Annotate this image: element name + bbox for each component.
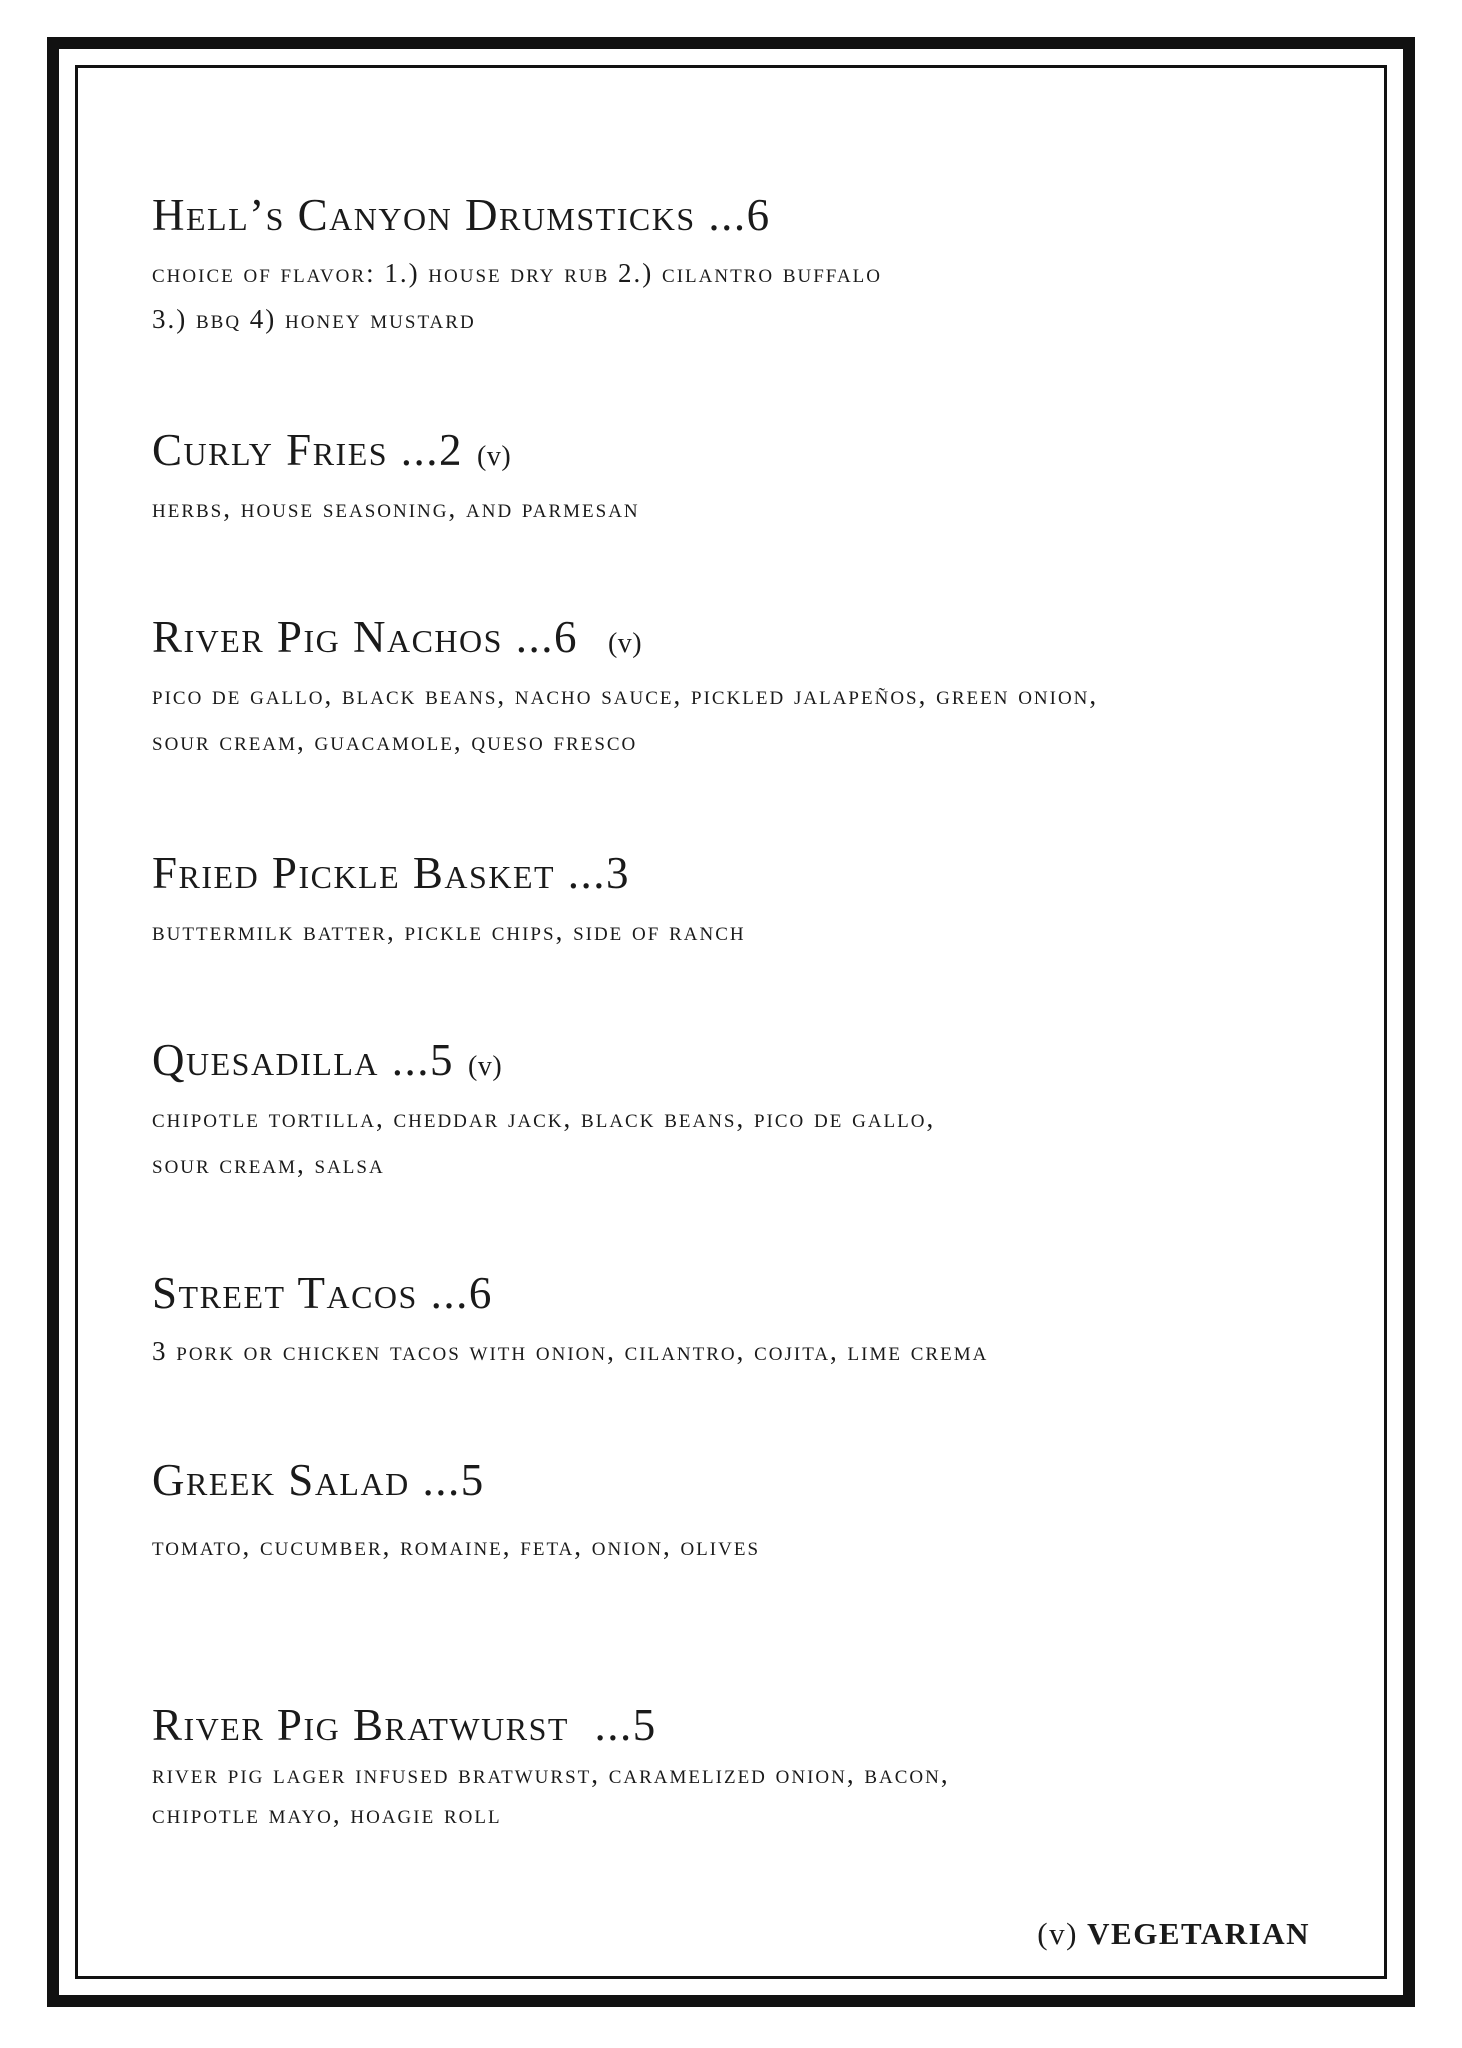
item-price: ...3	[567, 848, 631, 898]
item-description	[152, 485, 1332, 531]
item-description-line: chipotle mayo, hoagie roll	[152, 1798, 502, 1829]
menu-inner-border	[75, 65, 1387, 1979]
item-description-line: pico de gallo, black beans, nacho sauce, pickled jalapeños, green onion,	[152, 679, 1099, 710]
item-description-line: tomato, cucumber, romaine, feta, onion, olives	[152, 1530, 761, 1561]
item-description	[152, 1328, 1332, 1374]
menu-item-bratwurst	[152, 1700, 1332, 1834]
menu-item-title	[152, 1268, 1332, 1320]
item-description-line: river pig lager infused bratwurst, caramelized onion, bacon,	[152, 1758, 950, 1789]
item-description	[152, 1523, 1332, 1569]
item-description	[152, 1754, 1332, 1834]
menu-item-title	[152, 848, 1332, 900]
item-description	[152, 672, 1332, 764]
item-name: Curly Fries	[152, 425, 389, 475]
item-name: River Pig Bratwurst	[152, 1700, 569, 1750]
item-description-line: 3 pork or chicken tacos with onion, cilantro, cojita, lime crema	[152, 1335, 989, 1366]
legend-label: VEGETARIAN	[1087, 1916, 1310, 1951]
menu-item-street-tacos	[152, 1268, 1332, 1374]
item-price: ...5	[581, 1700, 657, 1750]
item-description-line: sour cream, guacamole, queso fresco	[152, 725, 638, 756]
item-description-line: 3.) bbq 4) honey mustard	[152, 303, 476, 334]
legend-symbol: (v)	[1037, 1916, 1078, 1951]
menu-item-greek-salad	[152, 1455, 1332, 1569]
menu-item-title	[152, 425, 1332, 477]
item-description-line: buttermilk batter, pickle chips, side of ranch	[152, 915, 746, 946]
vegetarian-marker: (v)	[468, 1051, 503, 1082]
menu-item-fried-pickle-basket	[152, 848, 1332, 954]
item-description-line: chipotle tortilla, cheddar jack, black beans, pico de gallo,	[152, 1102, 936, 1133]
item-description-line: herbs, house seasoning, and parmesan	[152, 492, 640, 523]
menu-item-drumsticks	[152, 190, 1332, 342]
item-price: ...5	[422, 1455, 485, 1505]
item-price: ...6	[430, 1268, 493, 1318]
menu-item-quesadilla	[152, 1035, 1332, 1187]
item-description	[152, 908, 1332, 954]
item-price: ...2	[400, 425, 464, 475]
vegetarian-marker: (v)	[607, 628, 643, 659]
item-name: Quesadilla	[152, 1035, 380, 1085]
vegetarian-legend	[1037, 1916, 1310, 1952]
menu-item-title	[152, 190, 1332, 242]
menu-item-nachos	[152, 612, 1332, 764]
item-price: ...6	[708, 190, 771, 240]
item-name: Street Tacos	[152, 1268, 418, 1318]
item-name: Hell’s Canyon Drumsticks	[152, 190, 696, 240]
item-description	[152, 1095, 1332, 1187]
menu-item-title	[152, 612, 1332, 664]
item-price: ...5	[391, 1035, 455, 1085]
item-description-line: sour cream, salsa	[152, 1148, 385, 1179]
menu-item-title	[152, 1035, 1332, 1087]
menu-item-curly-fries	[152, 425, 1332, 531]
menu-item-title	[152, 1700, 1332, 1752]
item-name: River Pig Nachos	[152, 612, 503, 662]
item-price: ...6	[515, 612, 578, 662]
item-description-line: choice of flavor: 1.) house dry rub 2.) cilantro buffalo	[152, 257, 882, 288]
menu-item-title	[152, 1455, 1332, 1507]
item-name: Fried Pickle Basket	[152, 848, 556, 898]
item-description	[152, 250, 1332, 342]
item-name: Greek Salad	[152, 1455, 410, 1505]
vegetarian-marker: (v)	[477, 441, 512, 472]
